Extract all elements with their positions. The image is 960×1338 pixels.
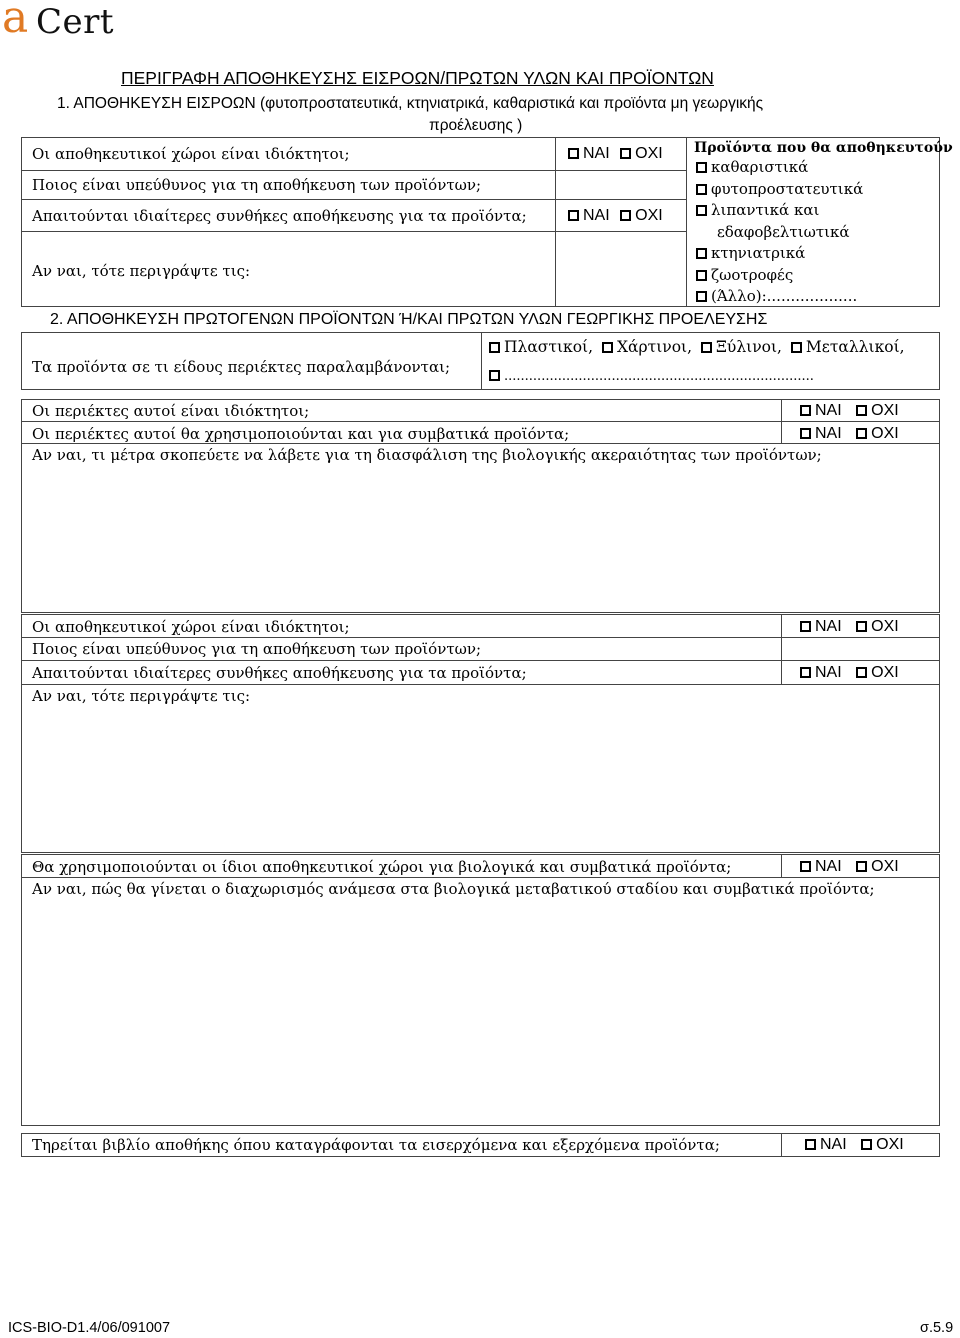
section1-heading-line1: 1. ΑΠΟΘΗΚΕΥΣΗ ΕΙΣΡΟΩΝ (φυτοπροστατευτικά, κτηνιατρικά, καθαριστικά και προϊόντα μη γεωργικής [57, 95, 764, 112]
section1-heading-line2: προέλευσης ) [429, 117, 523, 134]
footer-page-number: σ.5.9 [920, 1320, 954, 1336]
checkbox-icon[interactable] [696, 270, 707, 281]
checkbox-icon[interactable] [805, 1139, 816, 1150]
checkbox-icon[interactable] [696, 248, 707, 259]
product-fertilizers-cont: εδαφοβελτιωτικά [717, 223, 850, 241]
s4-q-separation: Αν ναι, πώς θα γίνεται ο διαχωρισμός ανάμεσα στα βιολογικά μεταβατικού σταδίου και συμβατικά προϊόντα; [32, 880, 875, 898]
checkbox-icon[interactable] [696, 162, 707, 173]
checkbox-icon[interactable] [602, 342, 613, 353]
s2-q-owned: Οι περιέκτες αυτοί είναι ιδιόκτητοι; [32, 402, 310, 420]
checkbox-icon[interactable] [861, 1139, 872, 1150]
s5-q-logbook-options: ΝΑΙ ΟΧΙ [805, 1136, 904, 1154]
section2-heading: 2. ΑΠΟΘΗΚΕΥΣΗ ΠΡΩΤΟΓΕΝΩΝ ΠΡΟΪΟΝΤΩΝ Ή/ΚΑΙ ΠΡΩΤΩΝ ΥΛΩΝ ΓΕΩΡΓΙΚΗΣ ΠΡΟΕΛΕΥΣΗΣ [50, 311, 768, 328]
page-title: ΠΕΡΙΓΡΑΦΗ ΑΠΟΘΗΚΕΥΣΗΣ ΕΙΣΡΟΩΝ/ΠΡΩΤΩΝ ΥΛΩΝ ΚΑΙ ΠΡΟΪΟΝΤΩΝ [121, 68, 714, 88]
s3-q-conditions-options: ΝΑΙ ΟΧΙ [800, 664, 899, 682]
s4-q-shared-storage: Θα χρησιμοποιούνται οι ίδιοι αποθηκευτικοί χώροι για βιολογικά και συμβατικά προϊόντα; [32, 858, 732, 876]
logo-text: Cert [36, 2, 115, 42]
checkbox-icon[interactable] [856, 667, 867, 678]
s1-q-responsible: Ποιος είναι υπεύθυνος για τη αποθήκευση των προϊόντων; [32, 176, 482, 194]
s3-q-conditions: Απαιτούνται ιδιαίτερες συνθήκες αποθήκευσης για τα προϊόντα; [32, 664, 527, 682]
checkbox-icon[interactable] [800, 405, 811, 416]
checkbox-icon[interactable] [696, 205, 707, 216]
s3-q-owned: Οι αποθηκευτικοί χώροι είναι ιδιόκτητοι; [32, 618, 350, 636]
checkbox-icon[interactable] [856, 428, 867, 439]
checkbox-icon[interactable] [791, 342, 802, 353]
checkbox-icon[interactable] [800, 428, 811, 439]
checkbox-icon[interactable] [800, 621, 811, 632]
s3-q-owned-options: ΝΑΙ ΟΧΙ [800, 618, 899, 636]
s2-container-options: Πλαστικοί, Χάρτινοι, Ξύλινοι, Μεταλλικοί, [489, 338, 905, 356]
s2-q-conventional: Οι περιέκτες αυτοί θα χρησιμοποιούνται και για συμβατικά προϊόντα; [32, 425, 570, 443]
product-feed: ζωοτροφές [696, 266, 793, 284]
checkbox-icon[interactable] [800, 667, 811, 678]
checkbox-icon[interactable] [856, 405, 867, 416]
s3-q-describe: Αν ναι, τότε περιγράψτε τις: [32, 687, 251, 705]
s2-q-conventional-options: ΝΑΙ ΟΧΙ [800, 425, 899, 443]
checkbox-icon[interactable] [696, 291, 707, 302]
checkbox-icon[interactable] [489, 370, 500, 381]
checkbox-icon[interactable] [568, 148, 579, 159]
checkbox-icon[interactable] [800, 861, 811, 872]
s4-q-shared-storage-options: ΝΑΙ ΟΧΙ [800, 858, 899, 876]
checkbox-icon[interactable] [489, 342, 500, 353]
checkbox-icon[interactable] [856, 621, 867, 632]
checkbox-icon[interactable] [568, 210, 579, 221]
checkbox-icon[interactable] [856, 861, 867, 872]
product-pesticides: φυτοπροστατευτικά [696, 180, 863, 198]
checkbox-icon[interactable] [620, 148, 631, 159]
s2-q-containers: Τα προϊόντα σε τι είδους περιέκτες παραλαμβάνονται; [32, 358, 451, 376]
products-header: Προϊόντα που θα αποθηκευτούν [694, 140, 953, 156]
s1-q-owned: Οι αποθηκευτικοί χώροι είναι ιδιόκτητοι; [32, 145, 350, 163]
acert-logo [0, 0, 130, 43]
s5-q-logbook: Τηρείται βιβλίο αποθήκης όπου καταγράφονται τα εισερχόμενα και εξερχόμενα προϊόντα; [32, 1136, 720, 1154]
s1-q-conditions-options: ΝΑΙ ΟΧΙ [568, 207, 663, 225]
checkbox-icon[interactable] [620, 210, 631, 221]
s1-q-describe: Αν ναι, τότε περιγράψτε τις: [32, 262, 251, 280]
s1-q-owned-options: ΝΑΙ ΟΧΙ [568, 145, 663, 163]
logo-accent-letter: a [2, 0, 29, 43]
s3-q-responsible: Ποιος είναι υπεύθυνος για τη αποθήκευση των προϊόντων; [32, 640, 482, 658]
product-cleaning: καθαριστικά [696, 158, 808, 176]
s2-q-owned-options: ΝΑΙ ΟΧΙ [800, 402, 899, 420]
footer-document-code: ICS-BIO-D1.4/06/091007 [8, 1320, 171, 1336]
s1-q-conditions: Απαιτούνται ιδιαίτερες συνθήκες αποθήκευσης για τα προϊόντα; [32, 207, 527, 225]
product-other: (Άλλο):................... [696, 287, 857, 305]
checkbox-icon[interactable] [701, 342, 712, 353]
checkbox-icon[interactable] [696, 184, 707, 195]
s2-q-measures: Αν ναι, τι μέτρα σκοπεύετε να λάβετε για τη διασφάλιση της βιολογικής ακεραιότητας των προϊόντων; [32, 446, 822, 464]
product-veterinary: κτηνιατρικά [696, 244, 805, 262]
s2-container-other: ........................................................................... [489, 368, 814, 386]
product-fertilizers: λιπαντικά και [696, 201, 819, 219]
